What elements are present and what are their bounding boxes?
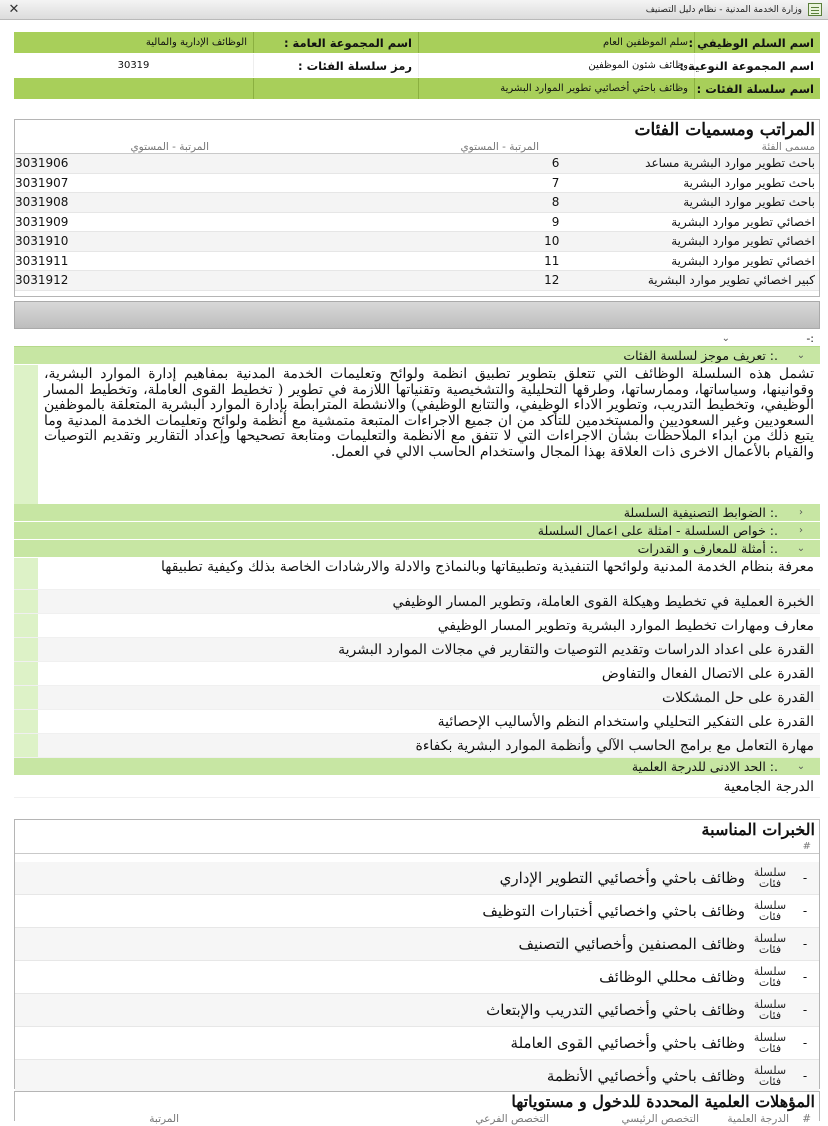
section-title: .: أمثلة للمعارف و القدرات xyxy=(637,541,778,556)
list-dash: - xyxy=(802,970,808,984)
list-item[interactable] xyxy=(15,994,819,1027)
list-item[interactable] xyxy=(15,961,819,994)
experience-item-text: وظائف باحثي وأخصائيي الأنظمة xyxy=(546,1067,745,1085)
list-item xyxy=(14,662,820,686)
series-tag: سلسلة فئات xyxy=(753,866,787,890)
list-dash: - xyxy=(802,1069,808,1083)
header-value: 30319 xyxy=(117,60,150,71)
header-value xyxy=(14,78,253,99)
grades-title: المراتب ومسميات الفئات xyxy=(634,120,815,140)
knowledge-item-text: مهارة التعامل مع برامج الحاسب الآلي وأنظمة الموارد البشرية بكفاءة xyxy=(38,734,820,757)
grade-name: اخصائي تطوير موارد البشرية xyxy=(671,253,815,268)
qualifications-table-header xyxy=(15,1112,819,1126)
grade-level: 7 xyxy=(551,175,560,190)
grade-code: 3031911 xyxy=(15,253,69,268)
grade-name: كبير اخصائي تطوير موارد البشرية xyxy=(647,273,815,287)
knowledge-item-text: القدرة على اعداد الدراسات وتقديم التوصيات والتقارير في مجالات الموارد البشرية xyxy=(38,638,820,661)
grades-table-body xyxy=(15,154,819,291)
list-dash: - xyxy=(802,1036,808,1050)
section-knowledge-header[interactable] xyxy=(14,540,820,558)
section-title: .: الضوابط التصنيفية السلسلة xyxy=(623,505,778,520)
section-title: .: خواص السلسلة - امثلة على اعمال السلسلة xyxy=(537,523,778,538)
app-list-icon xyxy=(808,3,822,16)
grade-name: باحث تطوير موارد البشرية xyxy=(683,175,815,190)
grade-level: 10 xyxy=(544,234,560,248)
section-classification-header[interactable] xyxy=(14,504,820,522)
knowledge-item-text: الخبرة العملية في تخطيط وهيكلة القوى العاملة، وتطوير المسار الوظيفي xyxy=(38,590,820,613)
list-item xyxy=(14,710,820,734)
header-value: وظائف باحثي أخصائيي تطوير الموارد البشرية xyxy=(418,78,694,99)
section-title: .: تعريف موجز لسلسة الفئات xyxy=(623,348,778,363)
list-item xyxy=(14,614,820,638)
series-tag: سلسلة فئات xyxy=(753,998,787,1022)
column-header: # xyxy=(802,1113,811,1125)
section-definition-header[interactable] xyxy=(14,347,820,365)
list-item xyxy=(14,590,820,614)
header-label: رمز سلسلة الفئات : xyxy=(253,54,418,77)
grade-name: باحث تطوير موارد البشرية مساعد xyxy=(645,156,815,170)
experience-list xyxy=(15,862,819,1093)
experience-item-text: وظائف المصنفين وأخصائيي التصنيف xyxy=(518,935,745,953)
grade-code: 3031910 xyxy=(15,234,69,248)
header-label: اسم السلم الوظيفي : xyxy=(694,32,820,53)
min-degree-row xyxy=(14,776,820,798)
experience-item-text: وظائف باحثي وأخصائيي التدريب والإبتعاث xyxy=(486,1001,745,1019)
column-header: المرتبة xyxy=(149,1113,179,1125)
grade-code: 3031906 xyxy=(15,156,69,170)
series-tag: سلسلة فئات xyxy=(753,899,787,923)
header-label: اسم سلسلة الفئات : xyxy=(694,78,820,99)
close-icon[interactable]: ✕ xyxy=(8,2,20,17)
series-tag: سلسلة فئات xyxy=(753,1031,787,1055)
grade-level: 11 xyxy=(544,253,560,268)
chevron-down-icon[interactable]: ⌄ xyxy=(721,332,730,344)
chevron-left-icon[interactable]: ‹ xyxy=(799,525,803,536)
series-tag: سلسلة فئات xyxy=(753,965,787,989)
table-row[interactable] xyxy=(15,232,819,252)
table-row[interactable] xyxy=(15,252,819,272)
list-item xyxy=(14,734,820,758)
table-row[interactable] xyxy=(15,213,819,233)
knowledge-item-text: معارف ومهارات تخطيط الموارد البشرية وتطوير المسار الوظيفي xyxy=(38,614,820,637)
grades-panel xyxy=(14,119,820,297)
header-value: وظائف شئون الموظفين xyxy=(418,54,694,77)
list-item[interactable] xyxy=(15,1027,819,1060)
grade-level: 8 xyxy=(551,195,560,209)
grade-level: 9 xyxy=(551,214,560,229)
knowledge-item-text: القدرة على التفكير التحليلي واستخدام النظم والأساليب الإحصائية xyxy=(38,710,820,733)
series-header xyxy=(14,32,820,100)
column-header: المرتبة - المستوي xyxy=(130,141,209,153)
column-header: مسمى الفئة xyxy=(761,141,815,153)
knowledge-item-text: معرفة بنظام الخدمة المدنية ولوائحها التنفيذية وتطبيقاتها وبالنماذج والادلة والارشادات الخاصة بذلك وكيفية تطبيقها xyxy=(38,558,820,589)
list-dash: - xyxy=(802,871,808,885)
series-sections xyxy=(14,330,820,798)
experience-title: الخبرات المناسبة xyxy=(701,820,815,839)
grade-name: اخصائي تطوير موارد البشرية xyxy=(671,214,815,229)
list-dash: - xyxy=(802,904,808,918)
list-item xyxy=(14,558,820,590)
list-item xyxy=(14,638,820,662)
header-row-scale xyxy=(14,32,820,54)
sections-header-row[interactable] xyxy=(14,330,820,347)
experience-item-text: وظائف محللي الوظائف xyxy=(599,968,745,986)
grades-table-header xyxy=(15,140,819,154)
chevron-left-icon[interactable]: ‹ xyxy=(799,507,803,518)
header-row-group xyxy=(14,54,820,78)
section-title: .: الحد الادنى للدرجة العلمية xyxy=(631,759,778,774)
grade-level: 6 xyxy=(551,156,560,170)
table-row[interactable] xyxy=(15,271,819,291)
definition-text: تشمل هذه السلسلة الوظائف التي تتعلق بتطوير تطبيق انظمة ولوائح وتعليمات الخدمة المدنية بمفاهيم إدارة الموارد البشرية، وقوانينها، وسياساتها، وممارساتها، وطرقها التحليلية والتشخيصية وتقنياتها اللازمة في تطوير ( تخطيط القوى العاملة، وتخطيط المسار الوظيفي، وتخطيط التدريب، وتطوير الاداء الوظيفي، والتتابع الوظيفي) والانشطة المترابطة بإدارة الموارد البشرية المتعلقة بالموظفين السعوديين وغير السعوديين والمستخدمين للتأكد من ان جميع الاجراءات المتبعة متمشية مع أنظمة ولوائح وتعليمات الخدمة المدنية وما يتبع ذلك من ابداء الملاحظات بشأن الاجراءات التي لا تتفق مع الانظمة والتعليمات ومتابعة تصحيحها وإعداد التقارير وتقديم التوصيات والقيام بالأعمال الاخرى ذات العلاقة بهذا المجال واستخدام الحاسب الالي في العمل. xyxy=(38,365,820,504)
grade-code: 3031909 xyxy=(15,214,69,229)
experience-item-text: وظائف باحثي وأخصائيي التطوير الإداري xyxy=(499,869,745,887)
window-title: وزارة الخدمة المدنية - نظام دليل التصنيف xyxy=(645,4,802,15)
list-item[interactable] xyxy=(15,862,819,895)
table-row[interactable] xyxy=(15,174,819,194)
column-header: التخصص الفرعي xyxy=(475,1113,549,1125)
min-degree-value: الدرجة الجامعية xyxy=(38,776,820,797)
grade-code: 3031907 xyxy=(15,175,69,190)
grade-name: باحث تطوير موارد البشرية xyxy=(683,195,815,209)
section-min-degree-header[interactable] xyxy=(14,758,820,776)
chevron-down-icon[interactable]: ⌄ xyxy=(796,543,806,554)
grade-code: 3031908 xyxy=(15,195,69,209)
series-tag: سلسلة فئات xyxy=(753,932,787,956)
table-row[interactable] xyxy=(15,193,819,213)
knowledge-item-text: القدرة على الاتصال الفعال والتفاوض xyxy=(38,662,820,685)
table-row[interactable] xyxy=(15,154,819,174)
header-value: الوظائف الإدارية والمالية xyxy=(145,37,247,48)
experience-item-text: وظائف باحثي وأخصائيي القوى العاملة xyxy=(510,1034,745,1052)
header-value: سلم الموظفين العام xyxy=(418,32,694,53)
experience-item-text: وظائف باحثي واخصائيي أختبارات التوظيف xyxy=(482,902,745,920)
window-title-bar xyxy=(0,0,828,20)
grade-code: 3031912 xyxy=(15,273,69,287)
qualifications-title: المؤهلات العلمية المحددة للدخول و مستوياتها xyxy=(511,1092,815,1111)
chevron-down-icon[interactable]: ⌄ xyxy=(796,350,806,361)
column-header: التخصص الرئيسي xyxy=(621,1113,699,1125)
header-label: اسم المجموعة العامة : xyxy=(253,32,418,53)
list-item[interactable] xyxy=(15,928,819,961)
column-header: الدرجة العلمية xyxy=(727,1113,789,1125)
knowledge-item-text: القدرة على حل المشكلات xyxy=(38,686,820,709)
chevron-down-icon[interactable]: ⌄ xyxy=(796,761,806,772)
series-tag: سلسلة فئات xyxy=(753,1064,787,1088)
qualifications-panel xyxy=(14,1091,820,1125)
header-row-series xyxy=(14,78,820,100)
experience-panel xyxy=(14,819,820,1089)
section-properties-header[interactable] xyxy=(14,522,820,540)
header-label: اسم المجموعة النوعية : xyxy=(694,54,820,77)
section-definition-body xyxy=(14,365,820,504)
list-dash: - xyxy=(802,1003,808,1017)
section-divider-bar xyxy=(14,301,820,329)
knowledge-list xyxy=(14,558,820,758)
sections-header-label: :- xyxy=(806,331,814,345)
list-item[interactable] xyxy=(15,895,819,928)
grade-level: 12 xyxy=(544,273,560,287)
list-dash: - xyxy=(802,937,808,951)
experience-hash-header: # xyxy=(15,840,819,854)
grade-name: اخصائي تطوير موارد البشرية xyxy=(671,234,815,248)
header-label xyxy=(253,78,418,99)
column-header: المرتبة - المستوي xyxy=(460,141,539,153)
list-item xyxy=(14,686,820,710)
list-item[interactable] xyxy=(15,1060,819,1093)
